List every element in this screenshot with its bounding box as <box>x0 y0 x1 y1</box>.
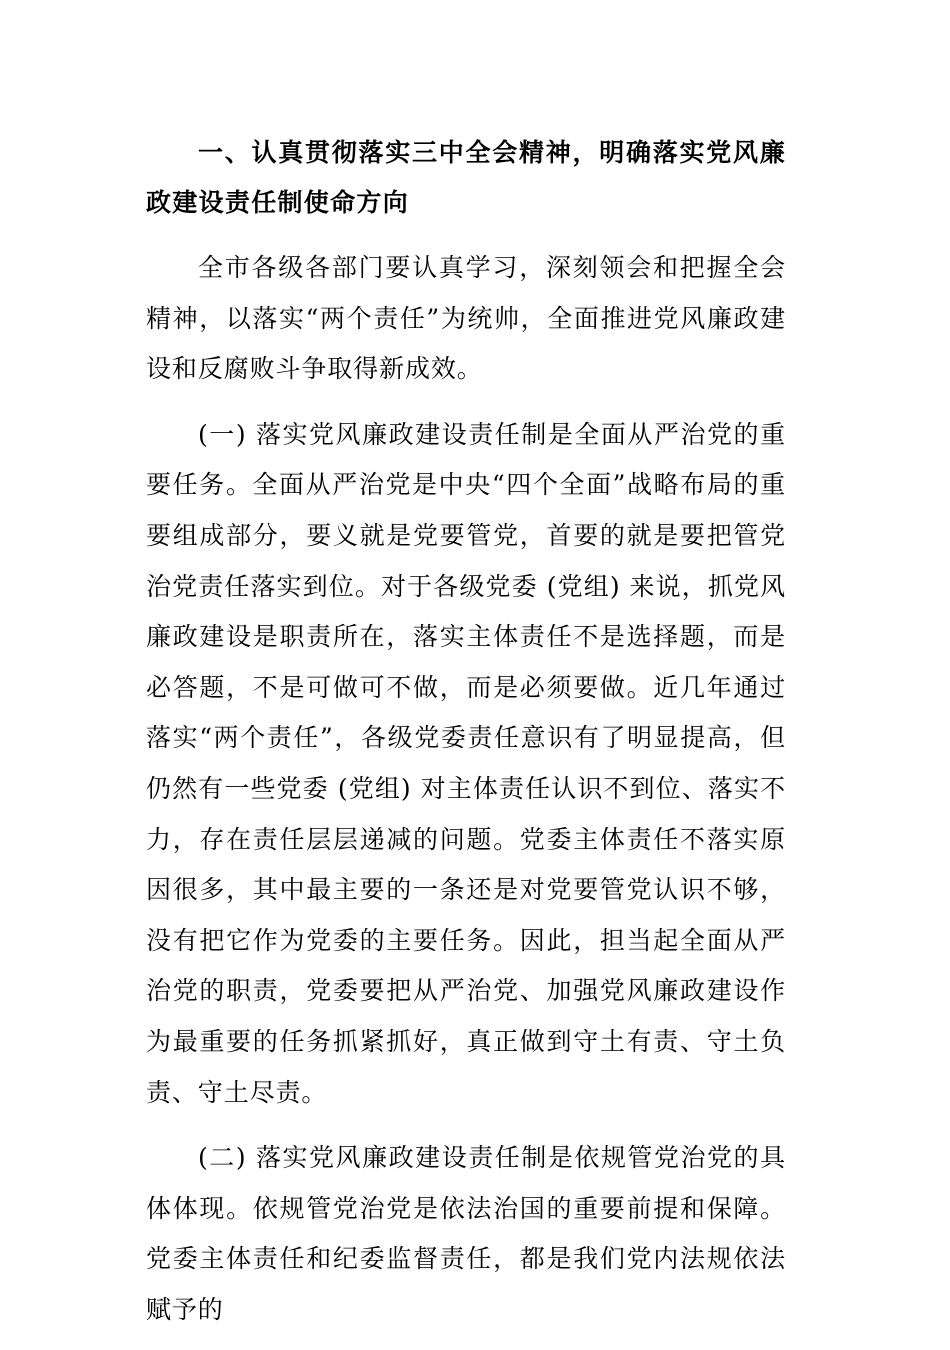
document-page <box>146 128 786 1350</box>
section-heading: 一、认真贯彻落实三中全会精神，明确落实党风廉政建设责任制使命方向 <box>146 138 786 217</box>
paragraph-item-2: (二) 落实党风廉政建设责任制是依规管党治党的具体体现。依规管党治党是依法治国的重要前提和保障。党委主体责任和纪委监督责任，都是我们党内法规依法赋予的 <box>146 1143 786 1324</box>
paragraph-item-1: (一) 落实党风廉政建设责任制是全面从严治党的重要任务。全面从严治党是中央“四个全面”战略布局的重要组成部分，要义就是党要管党，首要的就是要把管党治党责任落实到位。对于各级党委 (党组) 来说，抓党风廉政建设是职责所在，落实主体责任不是选择题，而是必答题，不是可做可不做，而是必须要做。近几年通过落实“两个责任”，各级党委责任意识有了明显提高，但仍然有一些党委 (党组) 对主体责任认识不到位、落实不力，存在责任层层递减的问题。党委主体责任不落实原因很多，其中最主要的一条还是对党要管党认识不够，没有把它作为党委的主要任务。因此，担当起全面从严治党的职责，党委要把从严治党、加强党风廉政建设作为最重要的任务抓紧抓好，真正做到守土有责、守土负责、守土尽责。 <box>146 419 786 1107</box>
paragraph-intro: 全市各级各部门要认真学习，深刻领会和把握全会精神，以落实“两个责任”为统帅，全面推进党风廉政建设和反腐败斗争取得新成效。 <box>146 253 786 384</box>
